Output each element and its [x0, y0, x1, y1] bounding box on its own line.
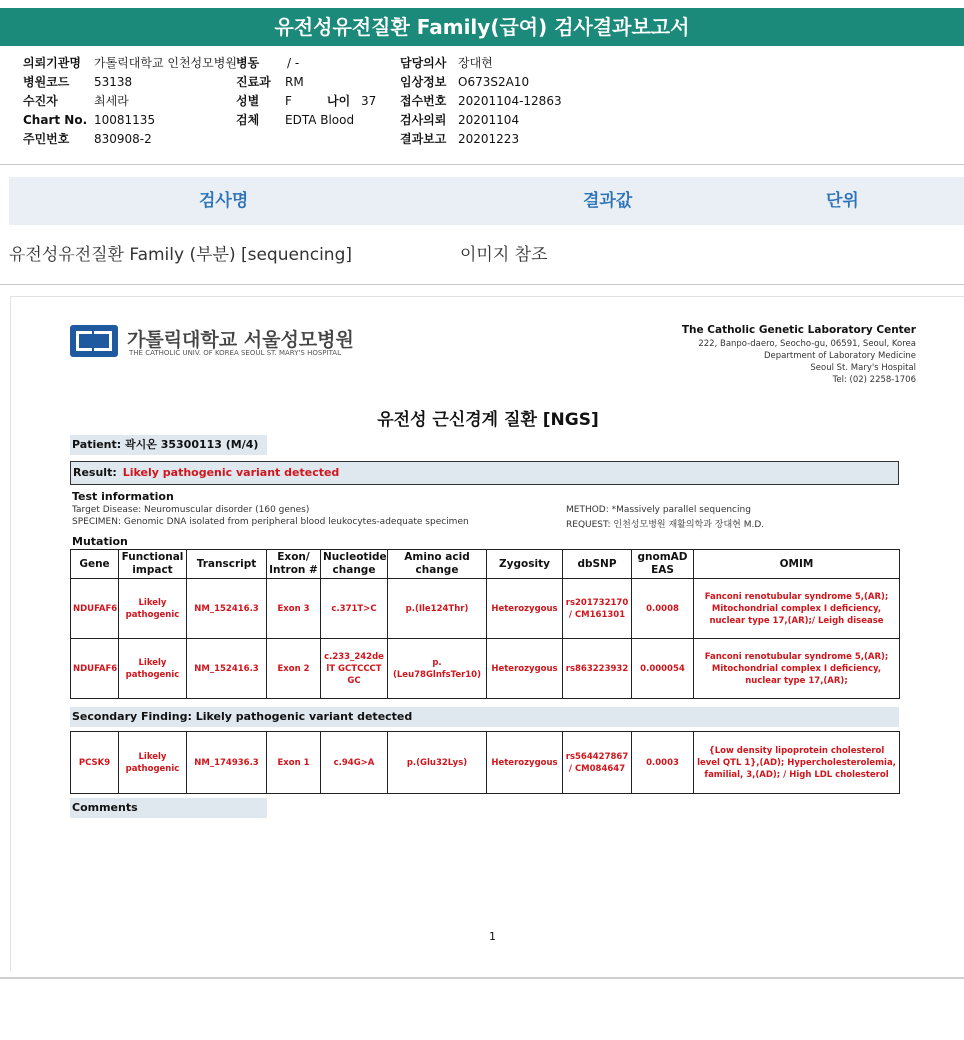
info-label: 병원코드 [23, 75, 70, 89]
patient-bar: Patient: 곽시온 35300113 (M/4) [70, 435, 267, 455]
target-disease: Target Disease: Neuromuscular disorder (160 genes) [72, 505, 310, 515]
cell-impact: Likely pathogenic [119, 732, 187, 794]
order-info-col1 [23, 54, 237, 149]
cell-omim: {Low density lipoprotein cholesterol level QTL 1},(AD); Hypercholesterolemia, familial, 3,(AD); / High LDL cholesterol [694, 732, 900, 794]
info-label: 결과보고 [400, 132, 447, 146]
center-address: 222, Banpo-daero, Seocho-gu, 06591, Seoul, Korea [698, 339, 916, 349]
result-label: Result: [73, 466, 117, 479]
cell-dbsnp: rs201732170 / CM161301 [563, 579, 632, 639]
cell-transcript: NM_174936.3 [187, 732, 267, 794]
secondary-finding-table [70, 731, 900, 794]
cell-gnomad: 0.0008 [632, 579, 694, 639]
info-label: 임상정보 [400, 75, 447, 89]
info-value: 53138 [94, 75, 133, 89]
report-image [10, 296, 964, 971]
header-dbsnp: dbSNP [563, 550, 632, 579]
center-hospital: Seoul St. Mary's Hospital [810, 363, 916, 373]
info-value: 10081135 [94, 113, 156, 127]
cell-nucleotide: c.371T>C [321, 579, 388, 639]
table-row [71, 732, 900, 794]
method: METHOD: *Massively parallel sequencing [566, 505, 751, 515]
info-value: O673S2A10 [458, 75, 530, 89]
order-info-col3 [400, 54, 562, 149]
info-value: RM [285, 75, 304, 89]
cell-omim: Fanconi renotubular syndrome 5,(AR); Mitochondrial complex I deficiency, nuclear type 17,(AR); [694, 639, 900, 699]
cell-exon: Exon 3 [267, 579, 321, 639]
info-label: 접수번호 [400, 94, 447, 108]
divider [0, 977, 964, 979]
cell-transcript: NM_152416.3 [187, 579, 267, 639]
info-value: 20201223 [458, 132, 520, 146]
test-result: 이미지 참조 [460, 245, 548, 265]
header-gene: Gene [71, 550, 119, 579]
cell-zygosity: Heterozygous [487, 579, 563, 639]
header-functional-impact: Functional impact [119, 550, 187, 579]
result-bar [70, 461, 899, 485]
cell-amino-acid: p.(Leu78GlnfsTer10) [388, 639, 487, 699]
secondary-finding-bar: Secondary Finding: Likely pathogenic variant detected [70, 707, 899, 727]
cell-omim: Fanconi renotubular syndrome 5,(AR); Mitochondrial complex I deficiency, nuclear type 17,(AR);/ Leigh disease [694, 579, 900, 639]
age-value: 37 [361, 94, 377, 108]
specimen: SPECIMEN: Genomic DNA isolated from peripheral blood leukocytes-adequate specimen [72, 517, 469, 527]
info-label: 주민번호 [23, 132, 70, 146]
result-table-header [9, 177, 964, 225]
header-gnomad: gnomAD EAS [632, 550, 694, 579]
header-omim: OMIM [694, 550, 900, 579]
cell-nucleotide: c.94G>A [321, 732, 388, 794]
hospital-subtitle: THE CATHOLIC UNIV. OF KOREA SEOUL ST. MARY'S HOSPITAL [129, 349, 341, 357]
cell-dbsnp: rs863223932 [563, 639, 632, 699]
page-number: 1 [489, 930, 496, 943]
cell-gnomad: 0.000054 [632, 639, 694, 699]
info-value: 최세라 [94, 94, 129, 108]
center-name: The Catholic Genetic Laboratory Center [681, 324, 916, 336]
info-value: 장대현 [458, 56, 493, 70]
info-label: 담당의사 [400, 56, 447, 70]
cell-amino-acid: p.(Ile124Thr) [388, 579, 487, 639]
cell-amino-acid: p.(Glu32Lys) [388, 732, 487, 794]
table-row [71, 639, 900, 699]
header-nucleotide: Nucleotide change [321, 550, 388, 579]
request: REQUEST: 인천성모병원 재활의학과 장대현 M.D. [566, 520, 765, 530]
center-department: Department of Laboratory Medicine [763, 351, 916, 361]
order-info-col2 [236, 54, 376, 130]
header-exon: Exon/ Intron # [267, 550, 321, 579]
cell-gene: NDUFAF6 [71, 639, 119, 699]
mutation-heading: Mutation [72, 535, 128, 548]
cell-exon: Exon 2 [267, 639, 321, 699]
divider [0, 164, 964, 165]
header-transcript: Transcript [187, 550, 267, 579]
header-amino-acid: Amino acid change [388, 550, 487, 579]
column-unit: 단위 [826, 191, 859, 211]
info-label: 검사의뢰 [400, 113, 447, 127]
test-info-heading: Test information [72, 490, 174, 503]
divider [0, 284, 964, 285]
cell-exon: Exon 1 [267, 732, 321, 794]
cell-transcript: NM_152416.3 [187, 639, 267, 699]
info-label: 진료과 [236, 75, 271, 89]
cell-gnomad: 0.0003 [632, 732, 694, 794]
info-value: 20201104 [458, 113, 520, 127]
column-result: 결과값 [583, 191, 633, 211]
comments-bar: Comments [70, 798, 267, 818]
cell-dbsnp: rs564427867 / CM084647 [563, 732, 632, 794]
info-label: 성별 [236, 94, 260, 108]
hospital-logo-icon [70, 325, 118, 357]
report-heading: 유전성 근신경계 질환 [NGS] [377, 410, 599, 430]
test-name: 유전성유전질환 Family (부분) [sequencing] [9, 245, 352, 265]
info-value: F [285, 94, 292, 108]
info-label: Chart No. [23, 113, 88, 127]
cell-zygosity: Heterozygous [487, 732, 563, 794]
info-label: 의뢰기관명 [23, 56, 81, 70]
cell-nucleotide: c.233_242delT GCTCCCTGC [321, 639, 388, 699]
lab-center-info [682, 323, 916, 386]
info-label: 수진자 [23, 94, 58, 108]
center-tel: Tel: (02) 2258-1706 [832, 375, 916, 385]
mutation-table [70, 549, 900, 699]
header-zygosity: Zygosity [487, 550, 563, 579]
info-value: EDTA Blood [285, 113, 355, 127]
info-value: 가톨릭대학교 인천성모병원 [94, 56, 237, 70]
age-label: 나이 [327, 94, 351, 108]
cell-gene: NDUFAF6 [71, 579, 119, 639]
result-value: Likely pathogenic variant detected [122, 466, 340, 479]
info-value: 20201104-12863 [458, 94, 562, 108]
info-label: 병동 [236, 56, 260, 70]
table-row [71, 579, 900, 639]
report-title: 유전성유전질환 Family(급여) 검사결과보고서 [0, 8, 964, 46]
info-value: 830908-2 [94, 132, 152, 146]
column-test-name: 검사명 [199, 191, 249, 211]
info-value: / - [287, 56, 300, 70]
hospital-name: 가톨릭대학교 서울성모병원 [127, 329, 354, 351]
info-label: 검체 [236, 113, 260, 127]
cell-impact: Likely pathogenic [119, 579, 187, 639]
cell-zygosity: Heterozygous [487, 639, 563, 699]
cell-impact: Likely pathogenic [119, 639, 187, 699]
cell-gene: PCSK9 [71, 732, 119, 794]
